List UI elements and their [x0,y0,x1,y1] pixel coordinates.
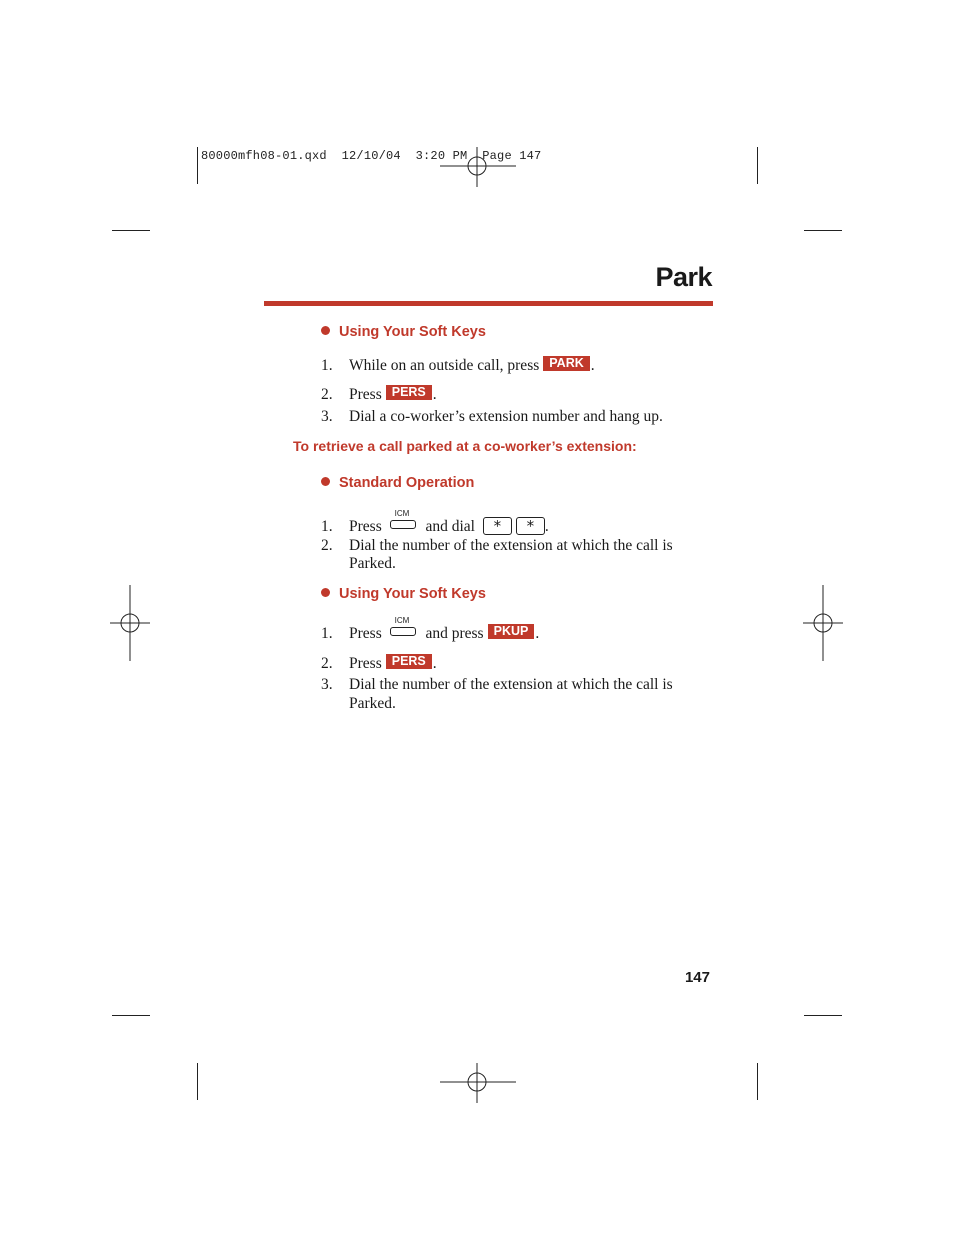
registration-mark-icon [440,1063,516,1103]
star-key-icon[interactable]: * [516,517,545,535]
section-heading-soft-keys: Using Your Soft Keys [321,586,486,602]
pers-soft-key[interactable]: PERS [386,385,432,400]
print-slug: 80000mfh08-01.qxd 12/10/04 3:20 PM Page 147 [201,149,542,163]
park-soft-key[interactable]: PARK [543,356,590,371]
crop-mark [804,1015,842,1016]
star-key-icon[interactable]: * [483,517,512,535]
section-heading-soft-keys: Using Your Soft Keys [321,324,486,340]
icm-button-icon[interactable]: ICM [389,625,419,639]
title-rule [264,301,713,306]
crop-mark [197,147,198,184]
crop-mark [804,230,842,231]
bullet-icon [321,326,330,335]
icm-button-icon[interactable]: ICM [389,518,419,532]
bullet-icon [321,588,330,597]
bullet-icon [321,477,330,486]
section-heading-standard-operation: Standard Operation [321,475,474,491]
registration-mark-icon [803,585,843,661]
page-number: 147 [684,969,710,986]
retrieve-heading: To retrieve a call parked at a co-worker’s extension: [293,438,637,454]
registration-mark-icon [110,585,150,661]
crop-mark [757,1063,758,1100]
pers-soft-key[interactable]: PERS [386,654,432,669]
pkup-soft-key[interactable]: PKUP [488,624,535,639]
page-title: Park [655,262,712,292]
crop-mark [112,1015,150,1016]
crop-mark [112,230,150,231]
crop-mark [197,1063,198,1100]
registration-mark-icon [440,147,516,187]
crop-mark [757,147,758,184]
